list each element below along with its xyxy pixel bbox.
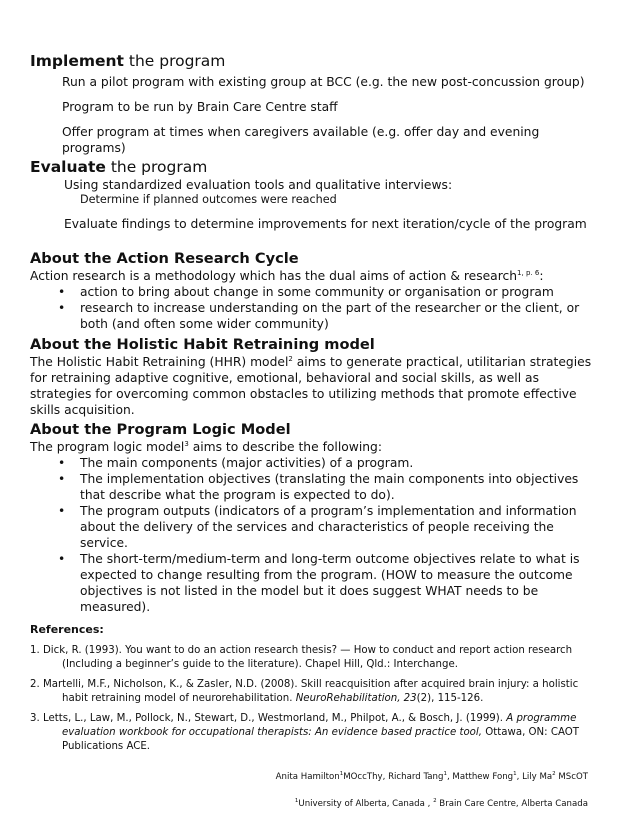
bullet-glyph: • (58, 285, 66, 299)
bullet-item: • The program outputs (indicators of a program’s implementation and information about the delivery of the services and characteristics of people receiving the service. (58, 504, 577, 550)
hhr-line: for retraining adaptive cognitive, emotional, behavioral and social skills, as well as (30, 371, 539, 385)
implement-item: programs) (62, 141, 126, 155)
references-heading: References: (30, 623, 104, 636)
implement-heading: Implement the program (30, 52, 226, 70)
authors-line: Anita Hamilton$^1$MOccThy, Richard Tang$^1$, Matthew Fong$^1$, Lily Ma$^2$ MScOT (275, 771, 588, 782)
hhr-heading: About the Holistic Habit Retraining model (30, 336, 375, 353)
logic-model-section (30, 421, 610, 615)
references-section (30, 623, 614, 754)
bullet-item: • action to bring about change in some community or organisation or program (58, 285, 554, 299)
action-research-heading: About the Action Research Cycle (30, 250, 299, 267)
hhr-line: strategies for overcoming common obstacles to utilizing methods that promote effective (30, 387, 577, 401)
bullet-item: • The implementation objectives (translating the main components into objectives that describe what the program is expected to do). (58, 472, 579, 502)
bullet-glyph: • (58, 472, 66, 486)
action-research-intro: Action research is a methodology which has the dual aims of action & research$^{1, p. 6}$: (30, 269, 544, 283)
logic-model-heading: About the Program Logic Model (30, 421, 291, 438)
bullet-glyph: • (58, 301, 66, 315)
bullet-item: • The short-term/medium-term and long-term outcome objectives relate to what is expected to change resulting from the program. (HOW to measure the outcome objectives is not listed in the model but it does suggest WHAT needs to be measured). (58, 552, 580, 614)
reference-item: 2. Martelli, M.F., Nicholson, K., & Zasler, N.D. (2008). Skill reacquisition after acquired brain injury: a holistic habit retraining model of neurorehabilitation. NeuroRehabilitation, 23(2), 115-126. (30, 679, 579, 704)
action-research-section (30, 250, 610, 332)
bullet-item: • The main components (major activities) of a program. (58, 456, 414, 470)
reference-item: 3. Letts, L., Law, M., Pollock, N., Stewart, D., Westmorland, M., Philpot, A., & Bosch, J. (1999). A programme evaluation workbook for occupational therapists: An evidence based practice tool, Ottawa, ON: CAOT Publications ACE. (30, 713, 579, 752)
evaluate-item: Using standardized evaluation tools and qualitative interviews: (64, 178, 453, 192)
evaluate-item: Evaluate findings to determine improvements for next iteration/cycle of the program (64, 217, 587, 231)
hhr-line: skills acquisition. (30, 403, 135, 417)
reference-item: 1. Dick, R. (1993). You want to do an action research thesis? — How to conduct and report action research (Including a beginner’s guide to the literature). Chapel Hill, Qld.: Interchange. (30, 645, 573, 670)
implement-item: Offer program at times when caregivers available (e.g. offer day and evening (62, 125, 540, 139)
evaluate-heading: Evaluate the program (30, 158, 208, 176)
bullet-glyph: • (58, 504, 66, 518)
hhr-section (30, 336, 610, 418)
logic-model-intro: The program logic model$^3$ aims to describe the following: (30, 440, 382, 454)
implement-item: Program to be run by Brain Care Centre staff (62, 100, 338, 114)
implement-item: Run a pilot program with existing group at BCC (e.g. the new post-concussion group) (62, 75, 585, 89)
bullet-item: • research to increase understanding on the part of the researcher or the client, or both (and often some wider community) (58, 301, 580, 331)
bullet-glyph: • (58, 552, 66, 566)
evaluate-section (30, 158, 610, 232)
affiliations-line: $^1$University of Alberta, Canada , $^2$ Brain Care Centre, Alberta Canada (294, 798, 588, 809)
hhr-line: The Holistic Habit Retraining (HHR) model$^2$ aims to generate practical, utilitarian strategies (30, 355, 592, 369)
implement-section (30, 52, 610, 156)
evaluate-subitem: Determine if planned outcomes were reached (80, 193, 337, 206)
bullet-glyph: • (58, 456, 66, 470)
